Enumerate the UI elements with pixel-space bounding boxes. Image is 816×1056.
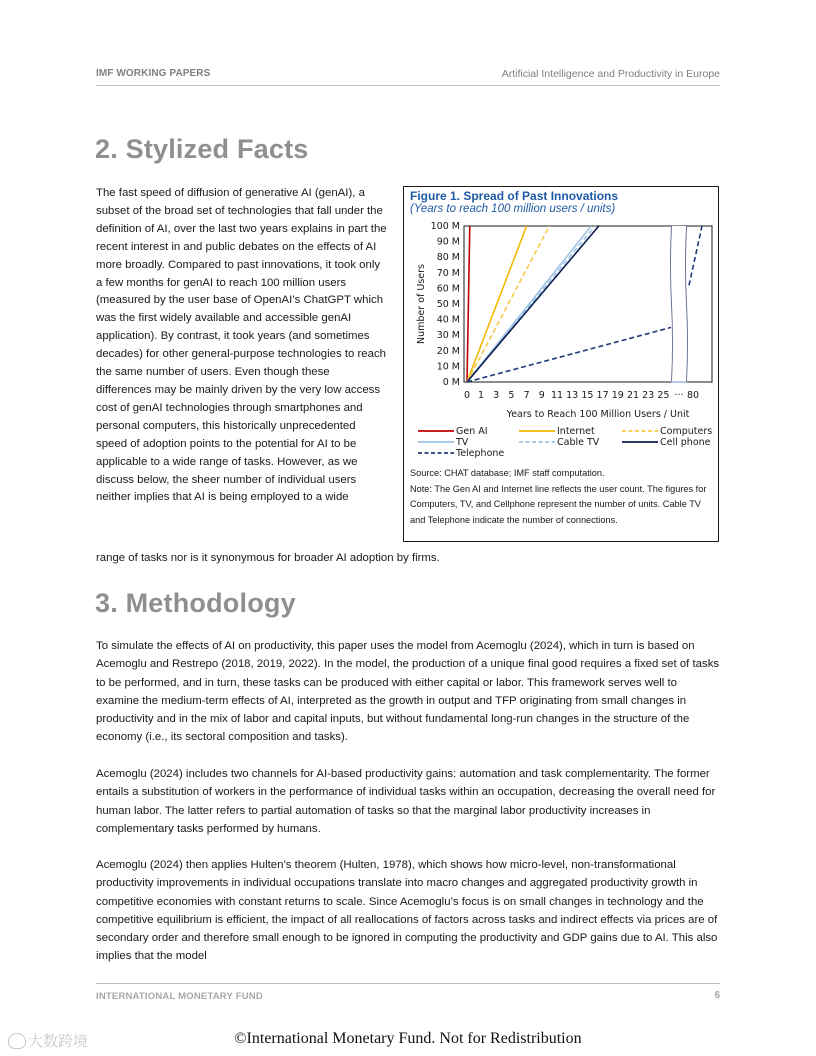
legend-label-gen-ai: Gen AI [456,426,488,437]
header-divider [96,85,720,86]
series-line-telephone-after-break [689,226,702,285]
running-header-series: IMF WORKING PAPERS [96,68,211,79]
footer-organization: INTERNATIONAL MONETARY FUND [96,991,263,1002]
y-tick-label: 90 M [436,236,460,248]
x-tick-label: 1 [477,390,485,401]
y-tick-label: 20 M [436,345,460,357]
x-tick-label: 7 [523,390,530,401]
legend-label-internet: Internet [557,426,595,437]
stylized-facts-paragraph: The fast speed of diffusion of generative AI (genAI), a subset of the broad set of technologies that fall under the definition of AI, over the last two years explains in part the recent interest in and public debates on the effects of AI more broadly. Compared to past innovations, it took only a few months for genAI to reach 100 million users (measured by the user base of OpenAI’s ChatGPT which was the first widely available and accessible genAI application). By contrast, it took years (and sometimes decades) for other general-purpose technologies to reach the same number of users. Even though these differences may be mainly driven by the very low access cost of genAI technologies through smartphones and personal computers, this historically unprecedented speed of adoption points to the potential for AI to be applicable to a wide range of tasks. However, as we discuss below, the sheer number of individual users neither implies that AI is being employed to a wide [96,187,387,504]
series-line-computers [467,226,549,382]
y-tick-label: 10 M [436,361,460,373]
figure-note: Note: The Gen AI and Internet line reflects the user count. The figures for Computers, TV, and Cellphone represent the number of units. Cable TV and Telephone indicate the number of connections. [410,483,707,525]
legend-label-cable-tv: Cable TV [557,437,600,448]
x-tick-label: 13 [566,390,579,401]
y-axis-label: Number of Users [416,264,427,344]
axis-break-band [672,226,687,382]
y-tick-label: 0 M [442,377,460,388]
y-tick-label: 30 M [436,330,460,342]
series-line-internet [467,226,527,382]
x-tick-label: 0 [463,390,471,401]
y-tick-label: 100 M [430,221,460,232]
x-tick-label: 23 [642,390,655,401]
section-heading-stylized-facts: 2. Stylized Facts [95,134,309,164]
legend-label-computers: Computers [660,426,713,437]
y-tick-label: 50 M [436,299,460,310]
x-tick-label: 17 [596,390,609,401]
figure-source: Source: CHAT database; IMF staff computation. [410,468,605,478]
section-heading-methodology: 3. Methodology [95,588,296,618]
figure-subtitle: (Years to reach 100 million users / units) [410,203,616,215]
x-tick-label: 3 [493,390,500,401]
series-line-tv [467,226,591,382]
legend-label-telephone: Telephone [456,448,505,459]
series-line-telephone [467,327,671,382]
y-tick-label: 60 M [436,283,460,295]
stylized-facts-column [96,185,388,507]
series-line-cell-phone [467,226,599,382]
running-header-title: Artificial Intelligence and Productivity in Europe [501,68,720,80]
stylized-facts-paragraph-tail: range of tasks nor is it synonymous for broader AI adoption by firms. [96,552,440,564]
figure-1 [403,186,719,542]
footer-divider [96,983,720,984]
x-tick-label: 25 [657,390,670,401]
x-tick-label: 11 [550,390,564,401]
y-tick-label: 70 M [436,267,460,279]
series-line-gen-ai [467,226,470,382]
x-tick-label: 80 [686,390,700,401]
x-tick-label: 5 [508,390,515,401]
legend-label-tv: TV [456,437,469,448]
watermark-text: 大数跨境 [28,1033,89,1050]
x-tick-label: 15 [581,390,594,401]
figure-title: Figure 1. Spread of Past Innovations [410,189,619,203]
x-tick-label: 21 [626,390,640,401]
methodology-paragraph-3: Acemoglu (2024) then applies Hulten’s theorem (Hulten, 1978), which shows how micro-level, non-transformational productivity improvements in individual occupations translate into macro changes and aggregated productivity growth in competitive economies with constant returns to scale. Since Acemoglu’s focus is on small changes in technology and the competitive equilibrium is efficient, the impact of all reallocations of factors across tasks and indirect effects via prices are of secondary order and therefore small enough to be ignored in computing the productivity and GDP gains due to AI. This also implies that the model [96,859,718,963]
spread-chart [404,187,720,467]
y-tick-label: 80 M [436,252,460,264]
figure-notes [410,466,716,528]
x-tick-label: 19 [611,390,624,401]
x-tick-label: ··· [674,390,684,401]
x-tick-label: 9 [538,390,545,401]
page-number: 6 [714,990,720,1001]
y-tick-label: 40 M [436,314,460,326]
x-axis-label: Years to Reach 100 Million Users / Unit [506,409,690,420]
copyright-notice: ©International Monetary Fund. Not for Redistribution [234,1030,582,1047]
methodology-paragraph-2: Acemoglu (2024) includes two channels for AI-based productivity gains: automation and task complementarity. The former entails a substitution of workers in the performance of individual tasks within an occupation, decreasing the overall need for human labor. The latter refers to partial automation of tasks so that the marginal labor productivity increases in complementary tasks performed by humans. [96,768,716,835]
methodology-paragraph-1: To simulate the effects of AI on productivity, this paper uses the model from Acemoglu (2024), which in turn is based on Acemoglu and Restrepo (2018, 2019, 2022). In the model, the production of a unique final good requires a fixed set of tasks to be performed, and in turn, these tasks can be produced with either capital or labor. This framework serves well to examine the medium-term effects of AI, interpreted as the growth in output and TFP originating from small changes in productivity and in the mix of labor and capital inputs, but without fundamental long-run changes in the structure of the economy (i.e., its sectoral composition and tasks). [96,640,720,744]
legend-label-cell-phone: Cell phone [660,437,711,448]
